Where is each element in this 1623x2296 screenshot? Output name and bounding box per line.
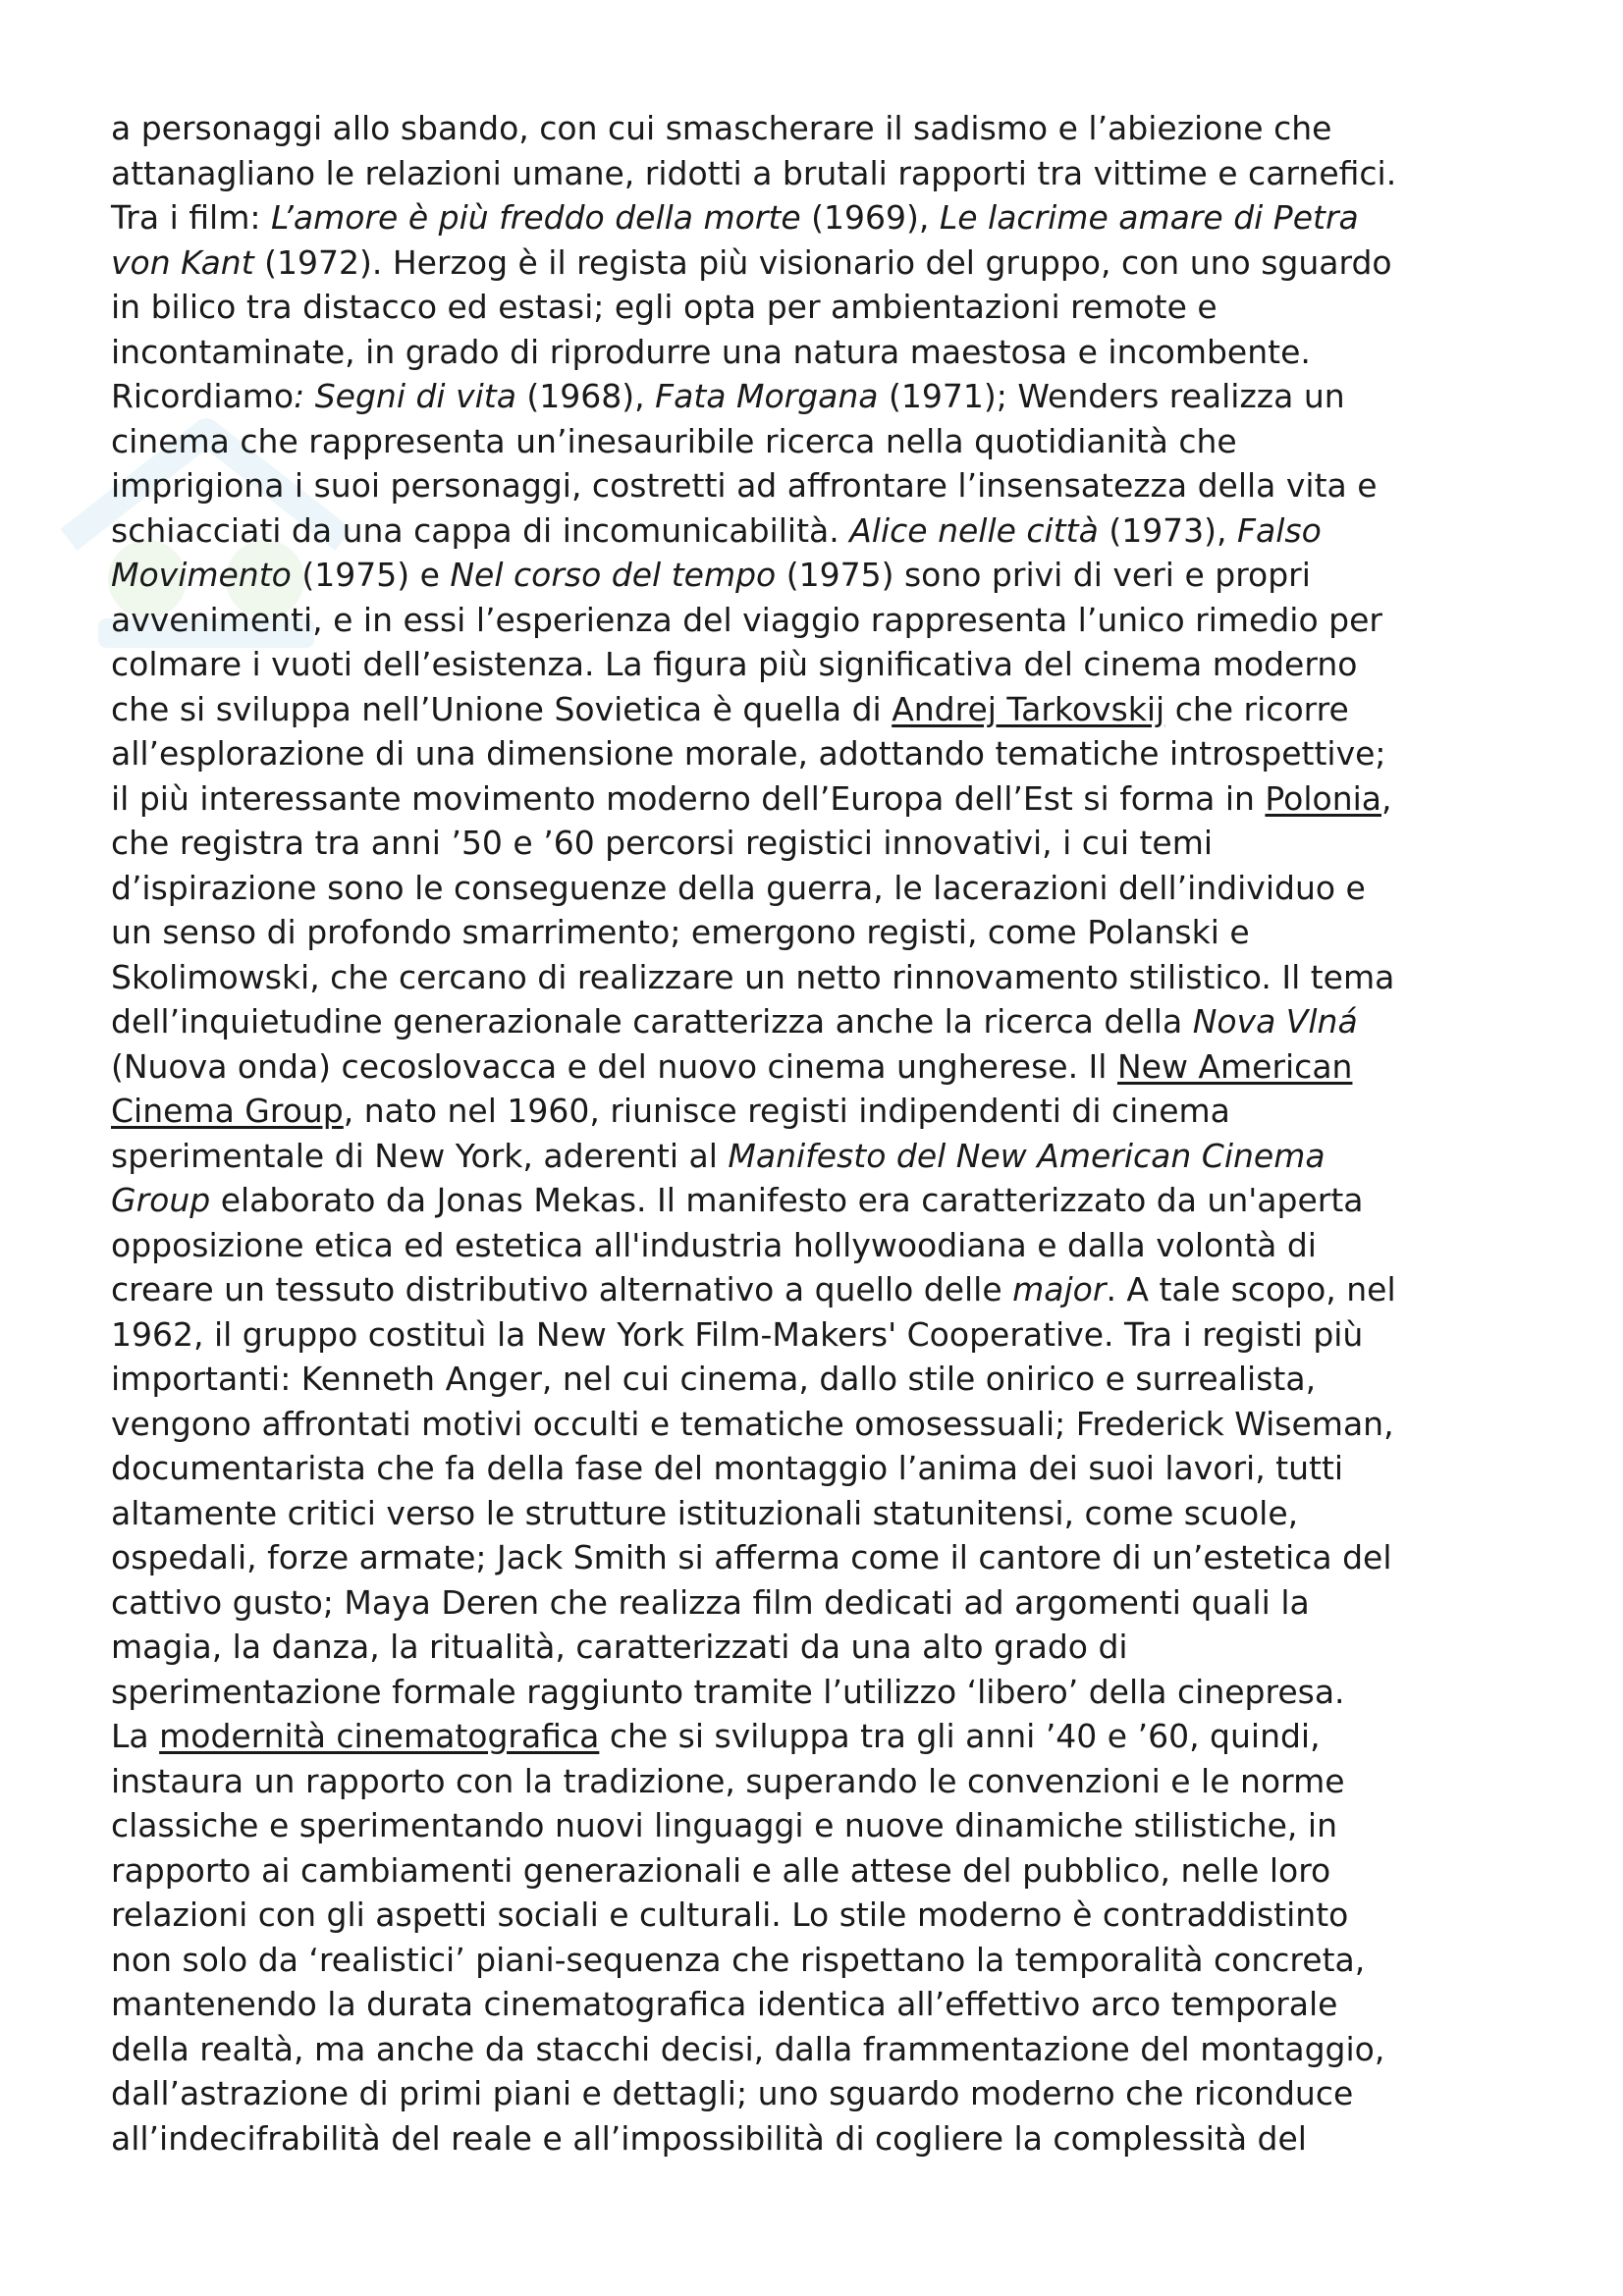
italic-title: Movimento (111, 556, 292, 594)
text-segment: della realtà, ma anche da stacchi decisi, dalla frammentazione del montaggio, (111, 2029, 1385, 2068)
text-segment: un senso di profondo smarrimento; emergono registi, come Polanski e (111, 913, 1250, 951)
text-segment: d’ispirazione sono le conseguenze della guerra, le lacerazioni dell’individuo e (111, 868, 1366, 907)
italic-title: : Segni di vita (294, 377, 516, 415)
text-line (111, 1759, 1535, 1804)
text-segment: Skolimowski, che cercano di realizzare un netto rinnovamento stilistico. Il tema (111, 957, 1395, 996)
text-segment: avvenimenti, e in essi l’esperienza del viaggio rappresenta l’unico rimedio per (111, 600, 1382, 639)
text-line (111, 1714, 1535, 1759)
text-segment: ospedali, forze armate; Jack Smith si afferma come il cantore di un’estetica del (111, 1538, 1392, 1576)
text-segment: (1969), (800, 198, 940, 237)
text-segment: creare un tessuto distributivo alternativo a quello delle (111, 1270, 1013, 1308)
text-line (111, 955, 1535, 1000)
italic-title: Group (111, 1181, 211, 1219)
text-line (111, 1938, 1535, 1983)
text-segment: instaura un rapporto con la tradizione, superando le convenzioni e le norme (111, 1761, 1345, 1800)
text-line (111, 1312, 1535, 1358)
text-line (111, 1803, 1535, 1848)
text-line (111, 195, 1535, 240)
italic-title: von Kant (111, 242, 254, 282)
text-segment: (1973), (1098, 510, 1238, 550)
text-line (111, 419, 1535, 464)
text-line (111, 2116, 1535, 2162)
underlined-term: Polonia (1265, 778, 1381, 818)
text-line (111, 1982, 1535, 2027)
underlined-term: modernità cinematografica (159, 1717, 600, 1755)
text-line (111, 508, 1535, 554)
text-segment: 1962, il gruppo costituì la New York Film-Makers' Cooperative. Tra i registi più (111, 1314, 1364, 1354)
text-segment: (1968), (515, 377, 656, 415)
text-line (111, 240, 1535, 286)
text-segment: vengono affrontati motivi occulti e tematiche omosessuali; Frederick Wiseman, (111, 1404, 1394, 1443)
text-segment: all’esplorazione di una dimensione morale, adottando tematiche introspettive; (111, 734, 1386, 773)
text-segment: in bilico tra distacco ed estasi; egli opta per ambientazioni remote e (111, 288, 1217, 326)
text-line (111, 821, 1535, 866)
text-line (111, 776, 1535, 822)
text-segment: non solo da ‘realistici’ piani-sequenza che rispettano la temporalità concreta, (111, 1940, 1366, 1979)
text-segment: opposizione etica ed estetica all'industria hollywoodiana e dalla volontà di (111, 1225, 1317, 1264)
text-line (111, 151, 1535, 196)
text-line (111, 1670, 1535, 1715)
text-segment: che si sviluppa tra gli anni ’40 e ’60, quindi, (599, 1717, 1321, 1755)
text-segment: , nato nel 1960, riunisce registi indipendenti di cinema (343, 1092, 1230, 1130)
text-segment: dall’astrazione di primi piani e dettagli; uno sguardo moderno che riconduce (111, 2074, 1354, 2112)
italic-title: Manifesto del New American Cinema (728, 1136, 1325, 1175)
text-line (111, 1134, 1535, 1179)
text-segment: all’indecifrabilità del reale e all’impossibilità di cogliere la complessità del (111, 2118, 1307, 2158)
text-line (111, 910, 1535, 955)
document-body (111, 106, 1535, 2161)
text-line (111, 1402, 1535, 1447)
text-segment: schiacciati da una cappa di incomunicabilità. (111, 510, 850, 550)
text-segment: cinema che rappresenta un’inesauribile ricerca nella quotidianità che (111, 421, 1237, 460)
text-segment: elaborato da Jonas Mekas. Il manifesto era caratterizzato da un'aperta (210, 1181, 1364, 1219)
italic-title: Falso (1237, 510, 1322, 550)
italic-title: major (1012, 1270, 1107, 1308)
text-line (111, 1089, 1535, 1134)
text-segment: (1975) sono privi di veri e propri (776, 556, 1311, 594)
text-line (111, 553, 1535, 598)
text-segment: (Nuova onda) cecoslovacca e del nuovo cinema ungherese. Il (111, 1046, 1117, 1086)
text-line (111, 999, 1535, 1044)
text-line (111, 598, 1535, 643)
text-line (111, 463, 1535, 508)
text-segment: che ricorre (1164, 689, 1349, 728)
text-segment: , (1381, 778, 1392, 818)
italic-title: Alice nelle città (849, 510, 1099, 550)
text-line (111, 642, 1535, 687)
italic-title: Nel corso del tempo (450, 556, 777, 594)
text-line (111, 374, 1535, 419)
text-line (111, 1580, 1535, 1626)
italic-title: Nova Vlná (1192, 1002, 1358, 1041)
text-line (111, 1044, 1535, 1090)
italic-title: Fata Morgana (655, 377, 879, 415)
text-segment: mantenendo la durata cinematografica identica all’effettivo arco temporale (111, 1985, 1338, 2023)
text-line (111, 1446, 1535, 1491)
text-line (111, 285, 1535, 330)
text-segment: (1971); Wenders realizza un (878, 377, 1345, 415)
text-segment: che registra tra anni ’50 e ’60 percorsi registici innovativi, i cui temi (111, 824, 1214, 862)
text-segment: Tra i film: (111, 198, 271, 237)
text-line (111, 106, 1535, 151)
text-segment: Ricordiamo (111, 377, 295, 415)
text-line (111, 866, 1535, 911)
text-line (111, 1848, 1535, 1894)
text-segment: attanagliano le relazioni umane, ridotti a brutali rapporti tra vittime e carnefici. (111, 153, 1397, 192)
text-segment: . A tale scopo, nel (1106, 1270, 1396, 1308)
text-line (111, 1625, 1535, 1670)
text-line (111, 2071, 1535, 2116)
text-segment: (1975) e (291, 556, 451, 594)
text-line (111, 1178, 1535, 1223)
underlined-term: Andrej Tarkovskij (892, 689, 1165, 728)
text-segment: imprigiona i suoi personaggi, costretti ad affrontare l’insensatezza della vita e (111, 466, 1378, 505)
text-segment: sperimentale di New York, aderenti al (111, 1136, 729, 1175)
underlined-term: New American (1116, 1046, 1353, 1086)
text-line (111, 1267, 1535, 1312)
text-segment: (1972). Herzog è il regista più visionario del gruppo, con uno sguardo (253, 242, 1392, 282)
text-line (111, 731, 1535, 776)
text-segment: relazioni con gli aspetti sociali e culturali. Lo stile moderno è contraddistinto (111, 1896, 1349, 1934)
text-segment: importanti: Kenneth Anger, nel cui cinema, dallo stile onirico e surrealista, (111, 1360, 1317, 1398)
text-line (111, 1223, 1535, 1268)
text-segment: colmare i vuoti dell’esistenza. La figura più significativa del cinema moderno (111, 645, 1358, 683)
text-segment: altamente critici verso le strutture istituzionali statunitensi, come scuole, (111, 1493, 1299, 1532)
text-line (111, 1491, 1535, 1536)
text-segment: incontaminate, in grado di riprodurre una natura maestosa e incombente. (111, 332, 1311, 371)
text-segment: dell’inquietudine generazionale caratterizza anche la ricerca della (111, 1002, 1193, 1041)
text-segment: che si sviluppa nell’Unione Sovietica è quella di (111, 689, 893, 728)
text-line (111, 1357, 1535, 1402)
text-segment: magia, la danza, la ritualità, caratterizzati da una alto grado di (111, 1628, 1128, 1666)
text-segment: documentarista che fa della fase del montaggio l’anima dei suoi lavori, tutti (111, 1449, 1344, 1487)
text-segment: il più interessante movimento moderno dell’Europa dell’Est si forma in (111, 778, 1266, 818)
text-line (111, 330, 1535, 375)
text-segment: a personaggi allo sbando, con cui smascherare il sadismo e l’abiezione che (111, 109, 1332, 147)
text-segment: cattivo gusto; Maya Deren che realizza film dedicati ad argomenti quali la (111, 1582, 1310, 1622)
text-segment: sperimentazione formale raggiunto tramite l’utilizzo ‘libero’ della cinepresa. (111, 1672, 1345, 1711)
text-line (111, 1535, 1535, 1580)
text-segment: rapporto ai cambiamenti generazionali e alle attese del pubblico, nelle loro (111, 1850, 1331, 1890)
italic-title: L’amore è più freddo della morte (270, 198, 801, 237)
text-segment: La (111, 1717, 160, 1755)
text-line (111, 1893, 1535, 1938)
underlined-term: Cinema Group (111, 1092, 344, 1130)
text-line (111, 687, 1535, 732)
text-line (111, 2027, 1535, 2072)
text-segment: classiche e sperimentando nuovi linguaggi e nuove dinamiche stilistiche, in (111, 1806, 1337, 1844)
italic-title: Le lacrime amare di Petra (939, 198, 1359, 237)
